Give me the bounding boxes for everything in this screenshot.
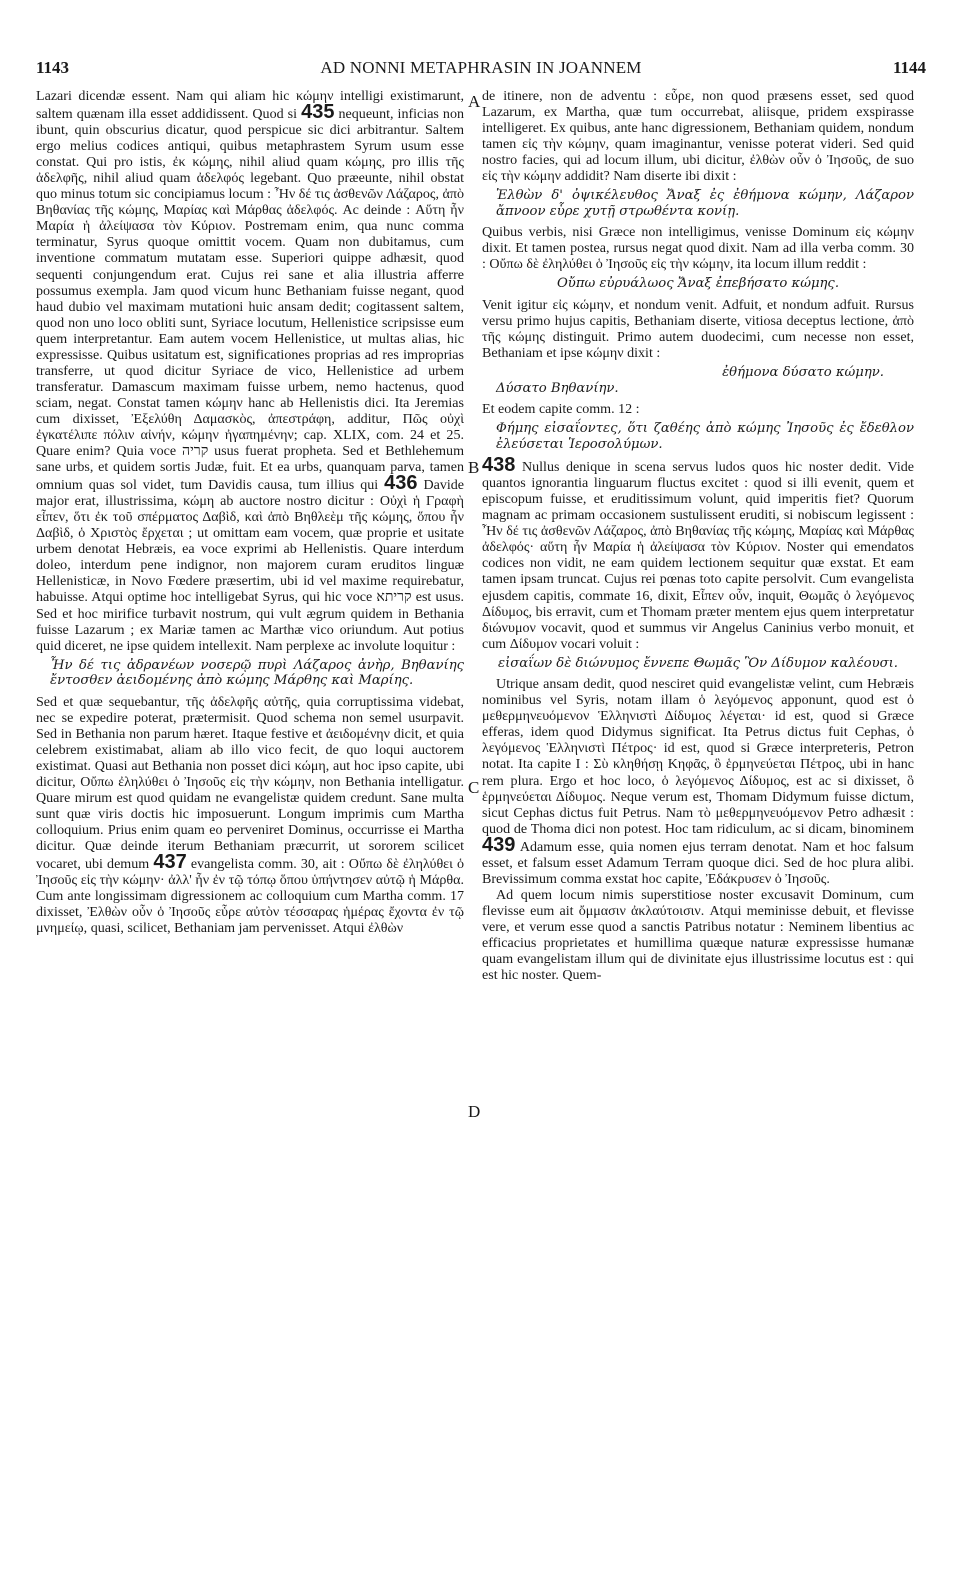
right-paragraph-7: Ad quem locum nimis superstitiose noster excusavit Dominum, cum flevisse eum ait ὄμμασιν ἀκλαύτοισιν. Atqui meminisse debuit, et flevisse vere, et verum esse quod a sanctis Patribus notatur : Neminem libentius ac efficacius proprietates et humillima quæque naturæ expressisse humanæ quam evangelistam illum qui de divinitate ejus illustrissime locutus est : qui est hic noster. Quem- (482, 886, 914, 984)
text-segment: nequeunt, inficias non ibunt, quin obscurius dicatur, quod perspicue sic dici arbitrantur. Saltem ergo melius codices antiqui, quibus metaphrastem Syrum usum esse constat. Qui pro istis, ἐκ κώμης, nihil aliud quam κώμης, pro illis τῆς ἀδελφῆς, nihil aliud quam ἀδελφός legebant. Quo præeunte, nihil obstat quo minus totum sic concipiamus locum : Ἦν δέ τις ἀσθενῶν Λάζαρος, ἀπὸ Βηθανίας τῆς κώμης, Μαρίας καὶ Μάρθας ἀδελφός. Ac deinde : Αὕτη ἦν Μαρία ἡ ἀλείψασα τὸν Κύριον. Postremam enim, qua nunc comma terminatur, Syrus quoque omittit vocem. Quam non dubitamus, cum inventione commatum mutatam esse. Superiori quippe adhæsit, quod sequenti conjungendum erat. Cujus rei sane et alia illustria afferre possumus exempla. Jam quod vicum hunc Bethaniam fuisse negant, quod haud dubio vel maximam mutationi huic ansam dedit; cogitassent saltem, quod non uno loco obliti sunt, Syriace locutum, Hellenistice scripsisse eum quem interpretantur. Eam autem vocem Hellenistice, ut multas alias, hic expressisse. Quibus usitatum est, significationes proprias ad res improprias transferre, ut quod dicitur Syriace de vico, Hellenistice ad urbem transferatur. Damascum maximam fuisse urbem, nemo hactenus, quod sciam, negat. Constat tamen κώμην hanc ab Hellenistis dici. Ita Jeremias cum dixisset, Ἐξελύθη Δαμασκὸς, ἀπεστράφη, additur, Πῶς οὐχὶ ἐγκατέλιπε πόλιν αἰνήν, κώμην ἠγαπημένην; cap. XLIX, com. 24 et 25. Quare enim? Quia voce קריה usus fuerat propheta. Sed et Bethlehemum sane urbs, et quidem sortis Judæ, fuit. Et ea urbs, quanquam parva, tamen omnium quas sol videt, tum Davidis causa, tum illius qui (36, 106, 465, 494)
greek-verse-quote: Οὔπω εὐρυάλωος Ἄναξ ἐπεβήσατο κώμης. (556, 276, 840, 292)
margin-marker-a: A (468, 92, 481, 111)
text-segment: Sed et quæ sequebantur, τῆς ἀδελφῆς αὐτῆς, quia corruptissima videbat, nec se expedire poterat, prætermisit. Quod schema non semel usurpavit. Sed in Bethania non parum hæret. Itaque festive et ἀειδομένην dicit, et quia celebrem existimabat, aliam ab illo vico fecit, de quo loqui auctorem existimat. Quasi aut Bethania non posset dici κώμη, aut hoc ipso capite, ubi dicitur, Οὔπω ἐληλύθει ὁ Ἰησοῦς εἰς τὴν κώμην, non Bethania intelligatur. Quare mirum est quod quidam ne evangelistæ quidem credunt. Sane multa sunt quæ viris doctis hic imposuerunt. Longum imprimis cum Martha colloquium. Prius enim quam eo perveniret Dominus, occurrisse ei Martha dicitur. Quæ deinde iterum Bethaniam præcurrit, ut sororem scilicet vocaret, ubi demum (36, 693, 464, 873)
text-segment: Davide major erat, illustrissima, κώμη ab auctore nostro dicitur : Οὐχὶ ἡ Γραφὴ εἶπεν, ὅτι ἐκ τοῦ σπέρματος Δαβὶδ, καὶ ἀπὸ Βηθλεὲμ τῆς κώμης, ὅπου ἦν Δαβὶδ, ὁ Χριστὸς ἔρχεται ; ut omittam eam vocem, quæ proprie et usitate urbem denotat Hebræis, ea voce exprimi ab Hellenistis. Quare interdum doleo, interdum pene indignor, non majorem curam eruditos linguæ Hellenisticæ, in Novo Fœdere præsertim, ubi id vel maxime requirebatur, habuisse. Atqui optime hoc intelligebat Syrus, qui hic voce קריתא est usus. Sed et hoc mirifice turbavit nostrum, qui vult ægrum quidem in Bethania fuisse Lazarum ; ex Mariæ tamen ac Marthæ vico oriundum. Aut potius quid diceret, ne ipse quidem intellexit. Nam perplexe ac involute loquitur : (36, 477, 465, 654)
right-paragraph-1: de itinere, non de adventu : εὗρε, non quod præsens esset, sed quod Lazarum, ex Martha, quæ tum occurrebat, aliisque, pridem exspirasse intelligeret. Ex quibus, ante hanc digressionem, Bethaniam quidem, nondum tamen εἰς τὴν κώμην, quam imaginantur, venisse poterat videri. Sed quid nostro facies, qui ad locum illum, ubi dicitur, ἐλθὼν οὖν ὁ Ἰησοῦς, de suo εἰς τὴν κώμην addidit? Nam diserte ibi dixit : (482, 88, 914, 185)
running-header (36, 58, 926, 80)
greek-verse-quote: Δύσατο Βηθανίην. (496, 380, 619, 396)
right-paragraph-4: Et eodem capite comm. 12 : (482, 401, 640, 418)
right-paragraph-3: Venit igitur εἰς κώμην, et nondum venit. Adfuit, et nondum adfuit. Rursus versu primo hujus capitis, Bethaniam diserte, vitiosa deceptus lectione, ἀπὸ τῆς κώμης distinguit. Primo autem duodecimi, cum necesse non esset, Bethaniam et ipse κώμην dixit : (482, 296, 914, 362)
text-segment: Nullus denique in scena servus ludos quos hic noster dedit. Vide quantos ignorantia linguarum fluctus excitet : quod si illi evenit, quem et episcopum fuisse, et eruditissimum volunt, quid imperitis fiet? Quorum magnam ac primam occasionem sustulissent eruditi, si nobiscum legissent : Ἦν δέ τις ἀσθενῶν Λάζαρος, ἀπὸ Βηθανίας τῆς κώμης, Μαρίας καὶ Μάρθας ἀδελφός· αὕτη ἦν Μαρία ἡ ἀλείψασα τὸν Κύριον. Noster qui emendatos codices non vidit, ne eam quidem lectionem sequitur quæ exstat. Et eam tamen ipsam truncat. Cujus rei pœnas toto capite persolvit. Cum evangelista ejusdem capitis, commate 16, dixit, Εἶπεν οὖν, inquit, Θωμᾶς ὁ λεγόμενος Δίδυμος, bis erravit, cum et Thomam præter mentem ejus quem interpretatur διώνυμον vocavit, quod et summus vir Angelus Caninius verbo monuit, et cum Δίδυμον vocari voluit : (482, 459, 914, 652)
text-segment: Utrique ansam dedit, quod nesciret quid evangelistæ velint, cum Hebræis nominibus vel Syris, notam illam ὁ λεγόμενος apponunt, quod est ὁ μεθερμηνευόμενον Ἑλληνιστὶ Δίδυμος λέγεται· id est, quod si Græce efferas, idem quod Didymus significat. Ita Petrus dictus fuit Cephas, ὁ λεγόμενος Ἑλληνιστὶ Πέτρος· id est, quod si Græce interpreteris, Petron notat. Ita capite I : Σὺ κληθήσῃ Κηφᾶς, ὃ ἑρμηνεύεται Πέτρος, ubi in hanc rem plura. Ergo et hoc loco, ὁ λεγόμενος Δίδυμος, est ac si dixisset, ὃ ἑρμηνεύεται Δίδυμος. Neque verum est, Thomam Didymum fuisse dictum, sicut Cephas dictus fuit Petrus. Nam τὸ μεθερμηνευόμενον Petro adhæsit : quod de Thoma dici non potest. Hoc tam ridiculum, ac si dicam, binominem (482, 676, 914, 837)
greek-verse-quote: εἰσαΐων δὲ διώνυμος ἔννεπε Θωμᾶς Ὃν Δίδυμον καλέουσι. (498, 655, 898, 671)
text-segment: Lazari dicendæ essent. Nam qui aliam hic κώμην intelligi existimarunt, saltem quænam illa esset addidissent. Quod si (36, 88, 464, 123)
section-number-439: 439 (482, 833, 516, 856)
right-paragraph-6 (482, 676, 914, 887)
left-column (36, 88, 464, 936)
left-paragraph-2 (36, 694, 464, 937)
text-segment: evangelista comm. 30, ait : Οὔπω δὲ ἐληλύθει ὁ Ἰησοῦς εἰς τὴν κώμην· ἀλλ' ἦν ἐν τῷ τόπῳ ὅπου ὑπήντησεν αὐτῷ ἡ Μάρθα. Cum ante longissimam digressionem ac colloquium cum Martha comm. 17 dixisset, Ἐλθὼν οὖν ὁ Ἰησοῦς εὗρε αὐτὸν τέσσαρας ἡμέρας ἔχοντα ἐν τῷ μνημείῳ, quasi, scilicet, Bethaniam jam pervenisset. Atqui ἐλθὼν (36, 856, 465, 937)
right-paragraph-5 (482, 454, 914, 652)
greek-verse-quote: Φήμης εἰσαΐοντες, ὅτι ζαθέης ἀπὸ κώμης Ἰησοῦς ἐς ἔδεθλον ἐλεύσεται Ἱεροσολύμων. (496, 421, 914, 452)
greek-verse-quote: Ἦν δέ τις ἀδρανέων νοσερῷ πυρὶ Λάζαρος ἀνὴρ, Βηθανίης ἔντοσθεν ἀειδομένης ἀπὸ κώμης Μάρθης καὶ Μαρίης. (50, 657, 464, 689)
running-title: AD NONNI METAPHRASIN IN JOANNEM (320, 58, 642, 77)
section-number-437: 437 (153, 851, 187, 874)
greek-verse-quote: ἐθήμονα δύσατο κώμην. (722, 365, 884, 381)
right-column (482, 88, 914, 983)
left-paragraph-1 (36, 88, 464, 654)
right-paragraph-2: Quibus verbis, nisi Græce non intelligimus, venisse Dominum εἰς κώμην dixit. Et tamen postea, rursus negat quod dixit. Nam ad illa verba comm. 30 : Οὔπω δὲ ἐληλύθει ὁ Ἰησοῦς εἰς τὴν κώμην, ita locum illum reddit : (482, 224, 914, 273)
section-number-436: 436 (384, 472, 418, 495)
section-number-438: 438 (482, 454, 516, 477)
text-segment: Adamum esse, quia nomen ejus terram denotat. Nam et hoc falsum esset, et falsum esset Adamum Terram quoque dici. Sed de hoc plura alibi. Brevissimum comma exstat hoc capite, Ἐδάκρυσεν ὁ Ἰησοῦς. (482, 838, 914, 887)
margin-marker-b: B (468, 458, 480, 477)
greek-verse-quote: Ἐλθὼν δ' ὀψικέλευθος Ἄναξ ἐς ἐθήμονα κώμην, Λάζαρον ἄπνοον εὗρε χυτῇ στρωθέντα κονίῃ. (496, 188, 914, 219)
page-number-right: 1144 (892, 58, 926, 77)
section-number-435: 435 (301, 101, 335, 124)
page-number-left: 1143 (36, 58, 70, 77)
margin-marker-d: D (468, 1102, 481, 1121)
margin-marker-c: C (468, 778, 480, 797)
